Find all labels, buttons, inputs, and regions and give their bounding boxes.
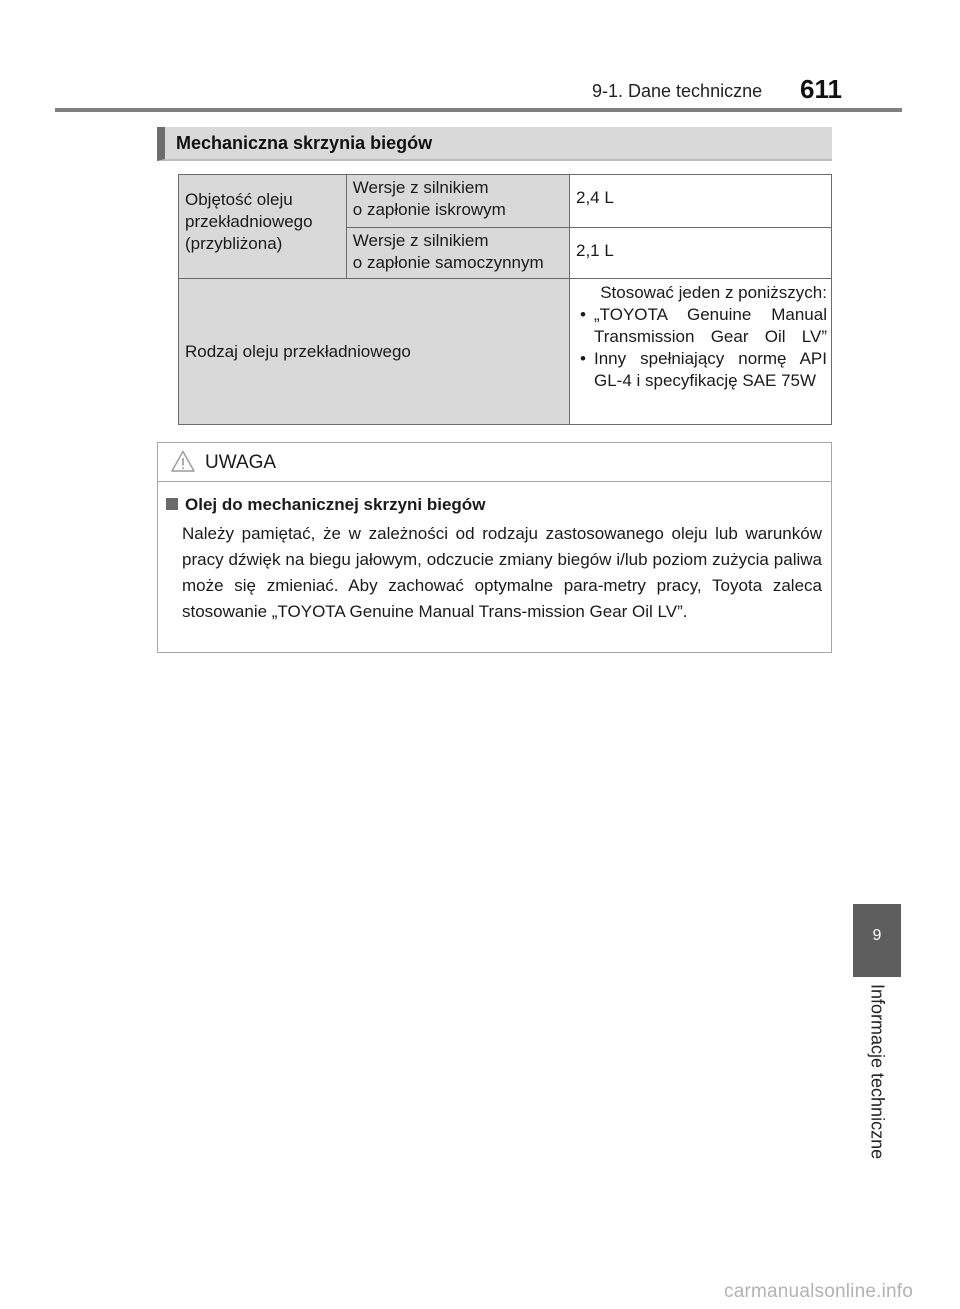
cell-oil-type-values [570, 279, 832, 425]
list-item [574, 348, 827, 392]
square-bullet-icon [166, 498, 178, 510]
variant-line: o zapłonie samoczynnym [352, 253, 544, 272]
section-heading-text: Mechaniczna skrzynia biegów [176, 133, 433, 153]
cell-capacity-label [179, 175, 347, 279]
chapter-tab [853, 904, 901, 977]
chapter-label: Informacje techniczne [867, 984, 888, 1160]
oil-option-text: „TOYOTA Genuine Manual Transmission Gear Oil LV” [594, 305, 827, 346]
value-text: 2,4 L [576, 188, 614, 207]
warning-triangle-icon [171, 450, 195, 472]
variant-line: Wersje z silnikiem [352, 231, 489, 250]
warning-box [157, 442, 832, 653]
header-section-title: 9-1. Dane techniczne [592, 81, 763, 101]
value-text: 2,1 L [576, 241, 614, 260]
warning-header [158, 443, 831, 482]
table-row [179, 175, 832, 228]
capacity-label-line: Objętość oleju [185, 190, 293, 209]
chapter-label-wrap [857, 984, 897, 1184]
list-item [574, 304, 827, 348]
warning-label: UWAGA [205, 452, 277, 473]
header-divider [55, 108, 902, 112]
oil-type-label: Rodzaj oleju przekładniowego [185, 341, 411, 361]
oil-type-lead: Stosować jeden z poniższych: [600, 283, 827, 302]
variant-line: o zapłonie iskrowym [352, 200, 506, 219]
bullet: • [580, 349, 586, 368]
spec-table [178, 174, 832, 425]
cell-variant-diesel [346, 228, 569, 279]
variant-line: Wersje z silnikiem [352, 178, 489, 197]
section-heading [157, 127, 832, 161]
cell-oil-type-label [179, 279, 570, 425]
oil-option-text: Inny spełniający normę API GL-4 i specyfikację SAE 75W [594, 349, 827, 390]
capacity-label-line: (przybliżona) [185, 234, 283, 253]
warning-body: Należy pamiętać, że w zależności od rodzaju zastosowanego oleju lub warunków pracy dźwięk na biegu jałowym, odczucie zmiany biegów i/lub poziom zużycia paliwa może się zmieniać. Aby zachować optymalne para-metry pracy, Toyota zaleca stosowanie „TOYOTA Genuine Manual Trans-mission Gear Oil LV”. [182, 524, 822, 621]
page-number: 611 [800, 74, 842, 104]
cell-variant-petrol [346, 175, 569, 228]
warning-subtitle-text: Olej do mechanicznej skrzyni biegów [185, 495, 486, 514]
bullet: • [580, 305, 586, 324]
warning-subtitle [166, 495, 485, 515]
table-row [179, 279, 832, 425]
chapter-number: 9 [872, 927, 882, 944]
cell-value-petrol [570, 175, 832, 228]
cell-value-diesel [570, 228, 832, 279]
watermark: carmanualsonline.info [724, 1281, 914, 1302]
capacity-label-line: przekładniowego [185, 212, 313, 231]
